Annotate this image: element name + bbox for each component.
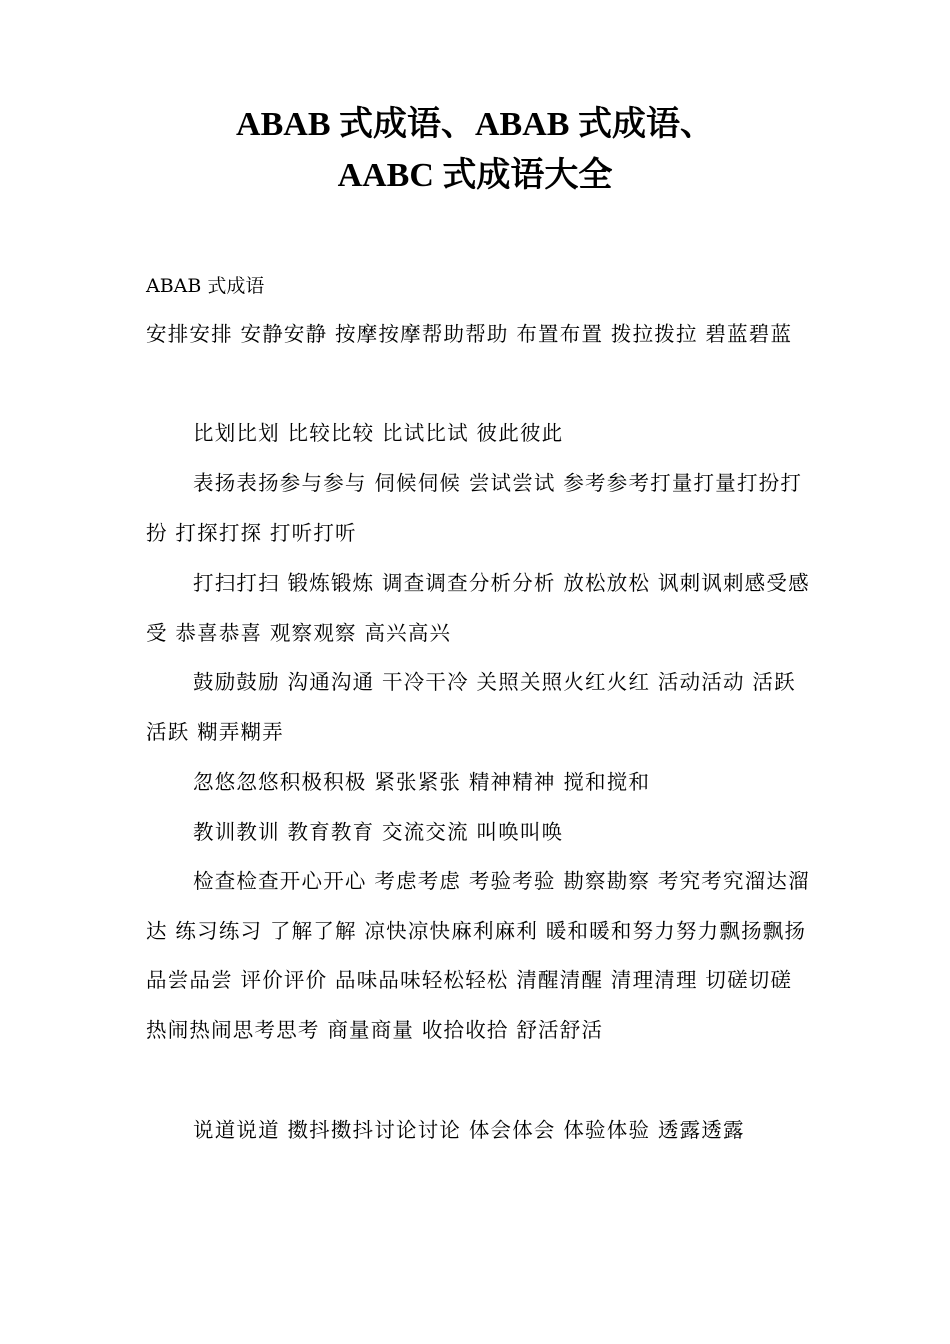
idiom-paragraph-7: 教训教训 教育教育 交流交流 叫唤叫唤: [193, 820, 564, 844]
idiom-paragraph-9: 说道说道 擞抖擞抖讨论讨论 体会体会 体验体验 透露透露: [193, 1118, 745, 1142]
idiom-paragraph-8: 检查检查开心开心 考虑考虑 考验考验 勘察勘察 考究考究溜达溜达 练习练习 了解了解 凉快凉快麻利麻利 暖和暖和努力努力飘扬飘扬品尝品尝 评价评价 品味品味轻松轻松 清醒清醒 清理清理 切磋切磋热闹热闹思考思考 商量商量 收拾收拾 舒活舒活: [146, 869, 810, 1042]
idiom-paragraph-6: 忽悠忽悠积极积极 紧张紧张 精神精神 搅和搅和: [193, 770, 651, 794]
idiom-paragraph-5: 鼓励鼓励 沟通沟通 干冷干冷 关照关照火红火红 活动活动 活跃活跃 糊弄糊弄: [146, 670, 796, 744]
idiom-paragraph-2: 比划比划 比较比较 比试比试 彼此彼此: [193, 421, 564, 445]
document-title-line-1: ABAB 式成语、ABAB 式成语、: [236, 106, 714, 143]
idiom-paragraph-1: 安排安排 安静安静 按摩按摩帮助帮助 布置布置 拨拉拨拉 碧蓝碧蓝: [146, 322, 793, 346]
idiom-paragraph-4: 打扫打扫 锻炼锻炼 调查调查分析分析 放松放松 讽刺讽刺感受感受 恭喜恭喜 观察观察 高兴高兴: [146, 571, 810, 645]
document-title-line-2: AABC 式成语大全: [337, 157, 613, 194]
idiom-paragraph-3: 表扬表扬参与参与 伺候伺候 尝试尝试 参考参考打量打量打扮打扮 打探打探 打听打听: [146, 471, 803, 545]
section-heading: ABAB 式成语: [146, 275, 265, 297]
